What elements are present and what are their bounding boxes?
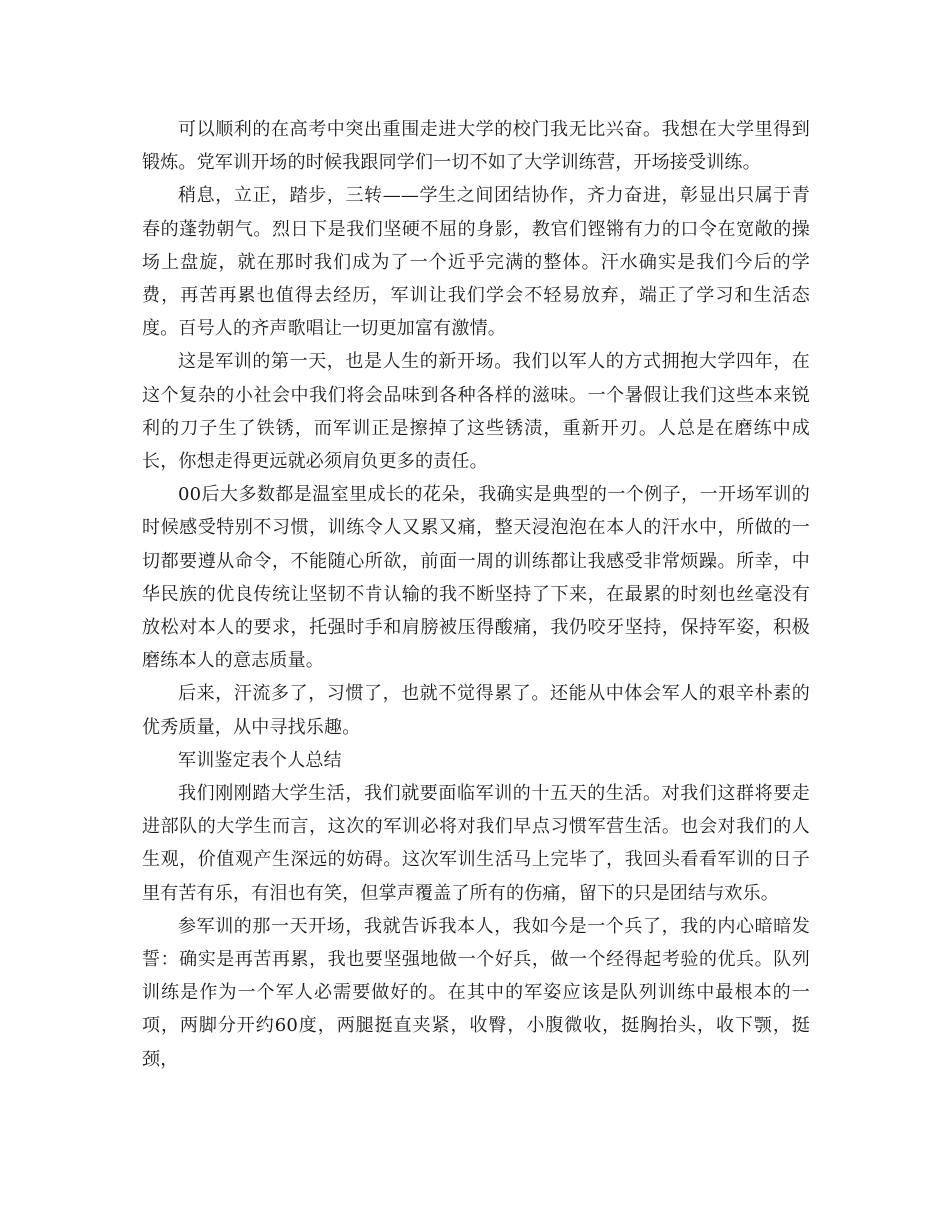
paragraph-5: 后来，汗流多了，习惯了，也就不觉得累了。还能从中体会军人的艰辛朴素的优秀质量，从中寻找乐趣。 <box>142 683 810 738</box>
paragraph-1: 可以顺利的在高考中突出重围走进大学的校门我无比兴奋。我想在大学里得到锻炼。党军训开场的时候我跟同学们一切不如了大学训练营，开场接受训练。 <box>142 119 810 174</box>
paragraph-6: 我们刚刚踏大学生活，我们就要面临军训的十五天的生活。对我们这群将要走进部队的大学生而言，这次的军训必将对我们早点习惯军营生活。也会对我们的人生观，价值观产生深远的妨碍。这次军训生活马上完毕了，我回头看看军训的日子里有苦有乐，有泪也有笑，但掌声覆盖了所有的伤痛，留下的只是团结与欢乐。 <box>142 783 810 904</box>
paragraph-4: 00后大多数都是温室里成长的花朵，我确实是典型的一个例子，一开场军训的时候感受特别不习惯，训练令人又累又痛，整天浸泡泡在本人的汗水中，所做的一切都要遵从命令，不能随心所欲，前面一周的训练都让我感受非常烦躁。所幸，中华民族的优良传统让坚韧不肯认输的我不断坚持了下来，在最累的时刻也丝毫没有放松对本人的要求，托强时手和肩膀被压得酸痛，我仍咬牙坚持，保持军姿，积极磨练本人的意志质量。 <box>142 484 810 672</box>
document-body <box>142 113 810 1076</box>
paragraph-7: 参军训的那一天开场，我就告诉我本人，我如今是一个兵了，我的内心暗暗发誓：确实是再苦再累，我也要坚强地做一个好兵，做一个经得起考验的优兵。队列训练是作为一个军人必需要做好的。在其中的军姿应该是队列训练中最根本的一项，两脚分开约60度，两腿挺直夹紧，收臀，小腹微收，挺胸抬头，收下颚，挺颈， <box>142 915 810 1070</box>
paragraph-2: 稍息，立正，踏步，三转——学生之间团结协作，齐力奋进，彰显出只属于青春的蓬勃朝气。烈日下是我们坚硬不屈的身影，教官们铿锵有力的口令在宽敞的操场上盘旋，就在那时我们成为了一个近乎完满的整体。汗水确实是我们今后的学费，再苦再累也值得去经历，军训让我们学会不轻易放弃，端正了学习和生活态度。百号人的齐声歌唱让一切更加富有激情。 <box>142 185 810 340</box>
section-heading: 军训鉴定表个人总结 <box>178 749 342 771</box>
paragraph-3: 这是军训的第一天，也是人生的新开场。我们以军人的方式拥抱大学四年，在这个复杂的小社会中我们将会品味到各种各样的滋味。一个暑假让我们这些本来锐利的刀子生了铁锈，而军训正是擦掉了这些锈渍，重新开刃。人总是在磨练中成长，你想走得更远就必须肩负更多的责任。 <box>142 351 810 473</box>
